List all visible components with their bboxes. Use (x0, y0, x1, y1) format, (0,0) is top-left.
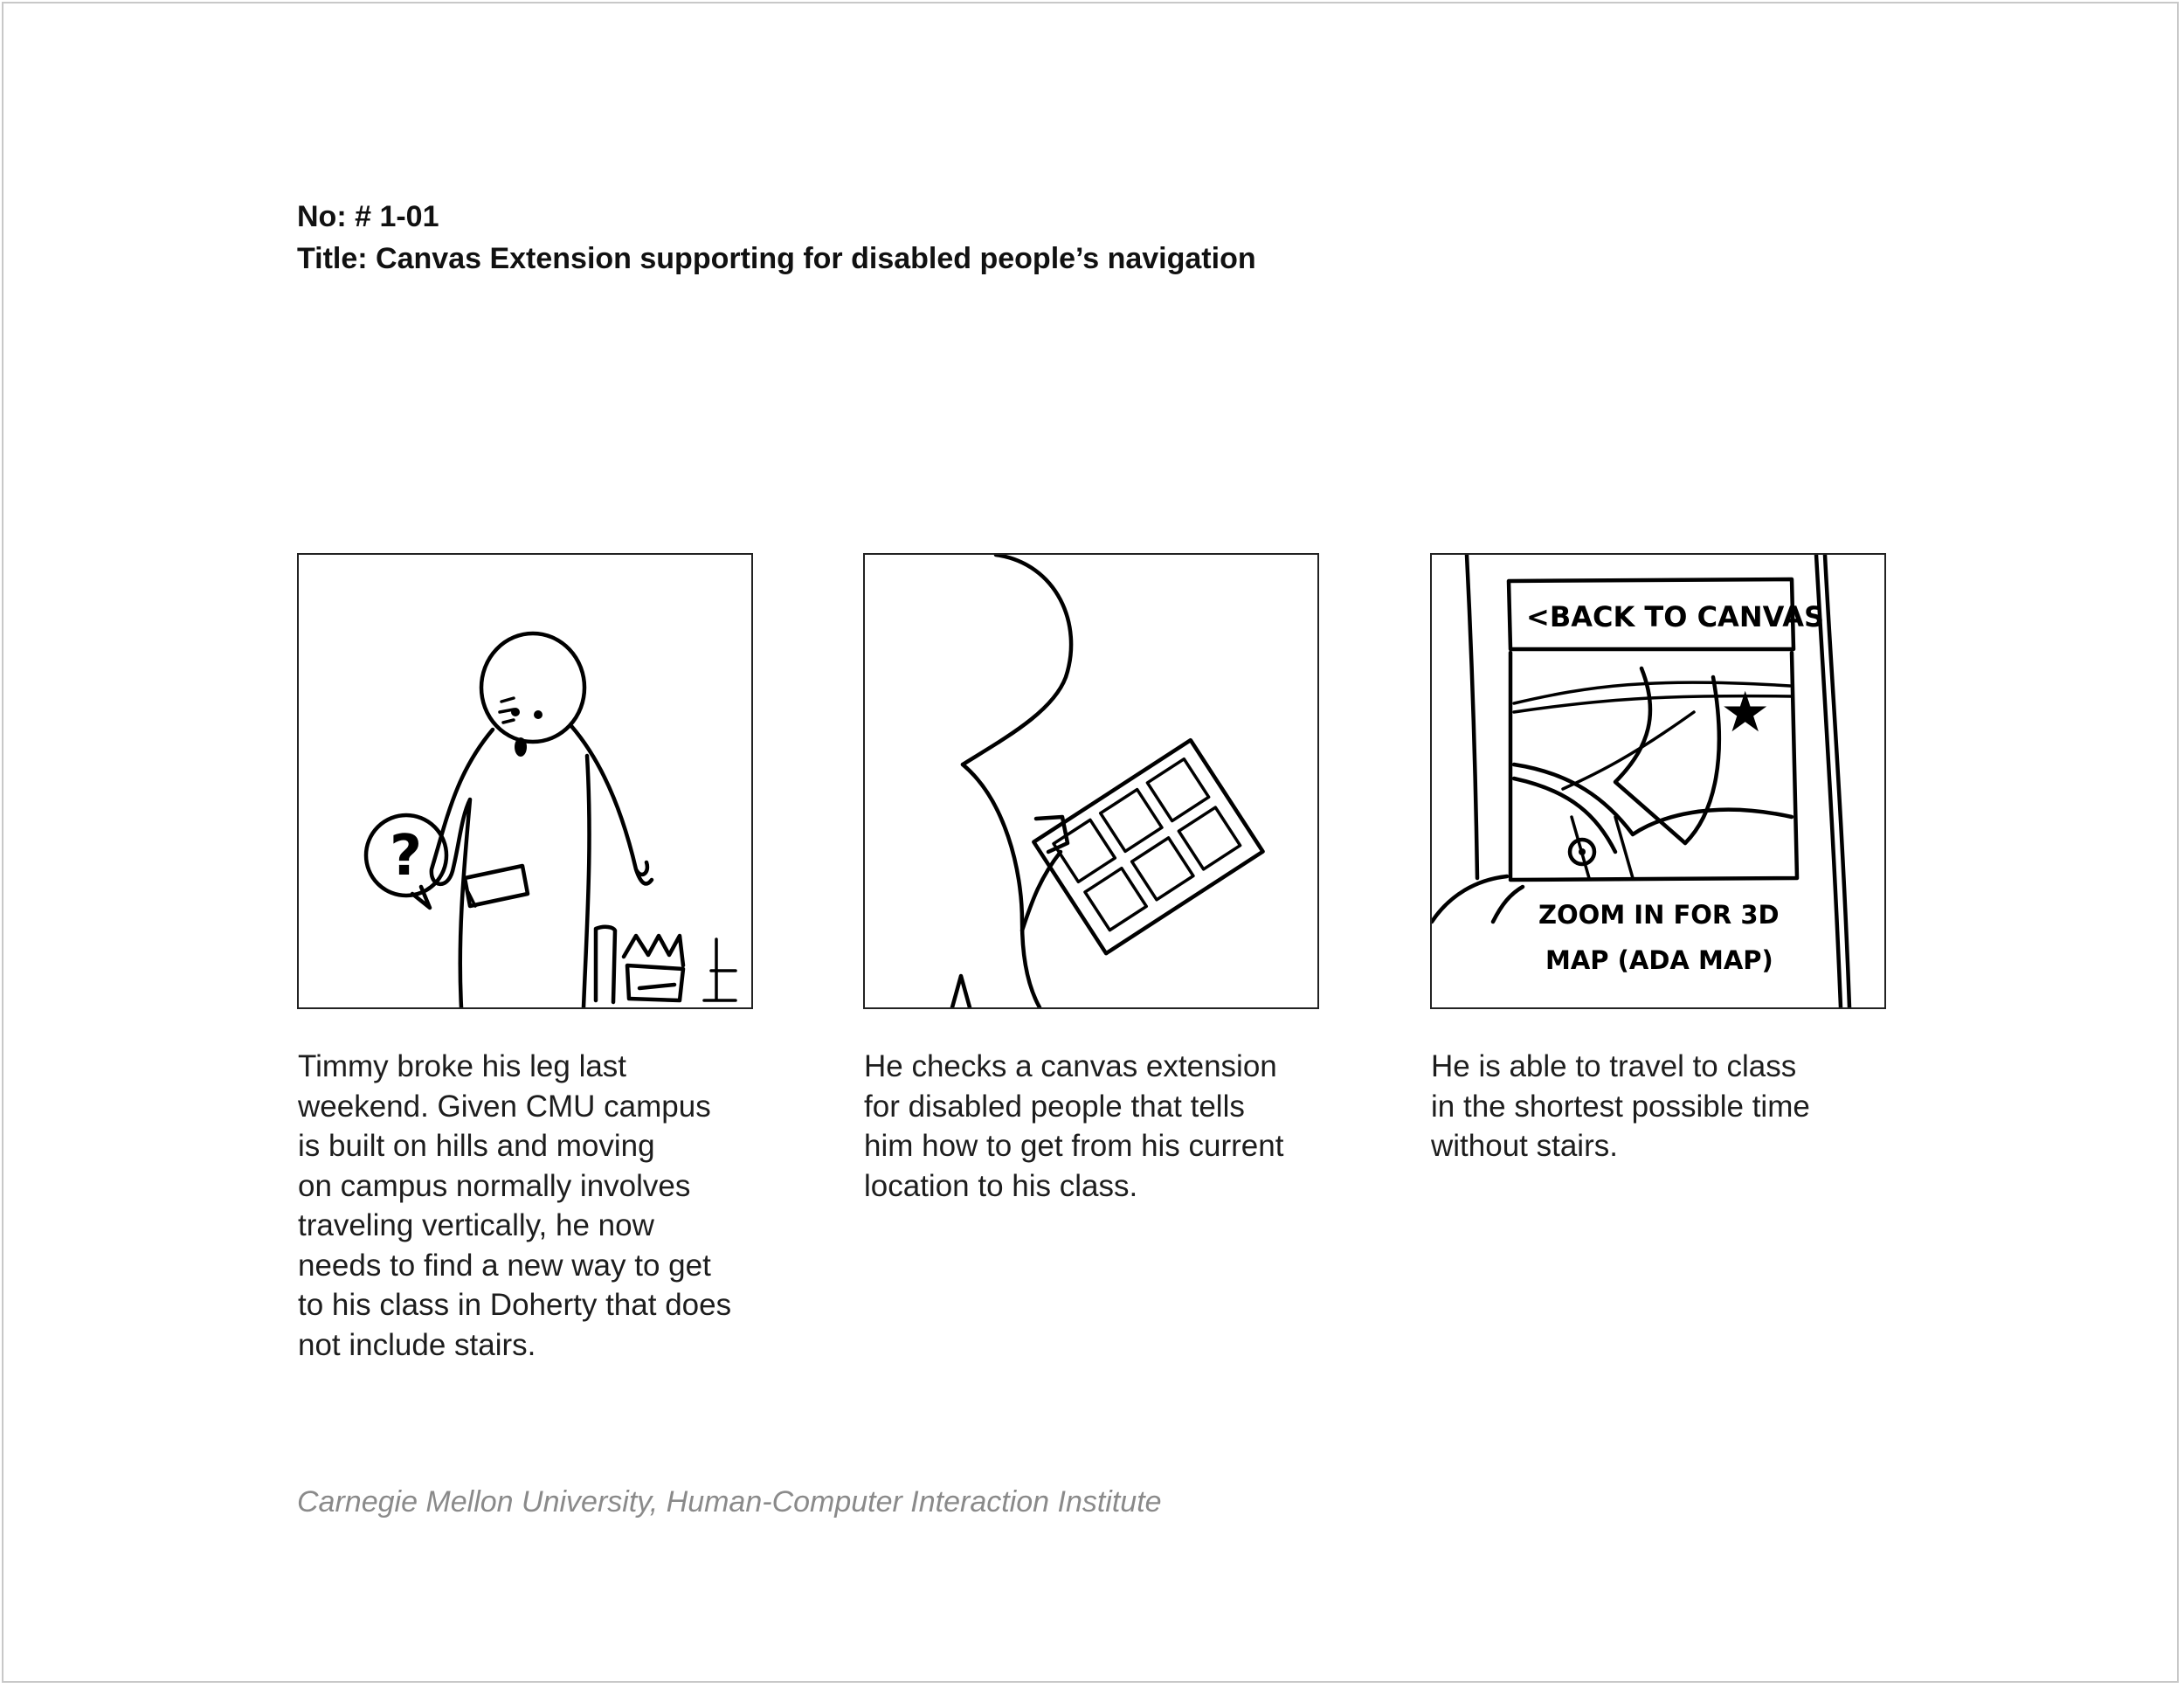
person-head-back (963, 555, 1071, 764)
tablet-tile-2 (1101, 790, 1162, 852)
panel-2-sketch (863, 553, 1319, 1009)
person-body-left (432, 730, 493, 1007)
hand-holding-phone (1432, 876, 1523, 922)
person-leg (596, 927, 615, 1002)
hand-holding (1036, 817, 1068, 852)
map-road-lower (1572, 817, 1633, 878)
storyboard-title: Title: Canvas Extension supporting for disabled people’s navigation (297, 242, 1256, 275)
person-body-right (571, 726, 652, 883)
footer-institution: Carnegie Mellon University, Human-Computer Interaction Institute (297, 1485, 1162, 1519)
storyboard-number: No: # 1-01 (297, 200, 439, 233)
person-checking-tablet-sketch (865, 555, 1317, 1007)
person-body-side (584, 756, 590, 1007)
crutch (704, 939, 736, 1000)
person-head (481, 633, 584, 742)
tablet-tile-3 (1147, 759, 1208, 821)
person-mouth (515, 737, 527, 757)
tablet-tile-6 (1178, 807, 1240, 869)
destination-star-icon: ★ (1720, 681, 1771, 745)
panel-1-sketch (297, 553, 753, 1009)
leg-cast (624, 936, 683, 1000)
surprise-marks (500, 698, 514, 723)
panel-3-sketch (1430, 553, 1886, 1009)
question-mark-icon: ? (390, 824, 423, 889)
storyboard-header (297, 196, 1256, 280)
person-shoulder (963, 764, 1040, 1007)
phone-map-sketch (1432, 555, 1884, 1007)
phone-in-hand (465, 866, 528, 906)
panel-1-caption: Timmy broke his leg last weekend. Given CMU campus is built on hills and moving on campus normally involves traveling vertically, he now needs to find a new way to get to his class in Doherty that does not include stairs. (298, 1049, 732, 1362)
panel-2-caption: He checks a canvas extension for disabled people that tells him how to get from his current location to his class. (864, 1049, 1284, 1203)
map-road-curve (1514, 764, 1792, 852)
person-arm (1022, 852, 1061, 930)
tablet-tile-4 (1085, 868, 1146, 930)
tablet-frame (1033, 740, 1262, 953)
current-location-dot (1579, 848, 1586, 855)
zoom-in-label-line1: ZOOM IN FOR 3D (1538, 900, 1780, 930)
zoom-in-label-line2: MAP (ADA MAP) (1545, 945, 1773, 975)
tablet-device (1033, 740, 1262, 953)
route-line (1563, 712, 1694, 789)
person-confused-sketch (299, 555, 751, 1007)
back-to-canvas-label: <BACK TO CANVAS (1526, 600, 1824, 633)
tablet-tile-5 (1132, 838, 1193, 900)
person-foot (952, 976, 970, 1007)
panel-3-caption: He is able to travel to class in the shortest possible time without stairs. (1431, 1049, 1810, 1163)
person-eye-right (534, 710, 543, 719)
